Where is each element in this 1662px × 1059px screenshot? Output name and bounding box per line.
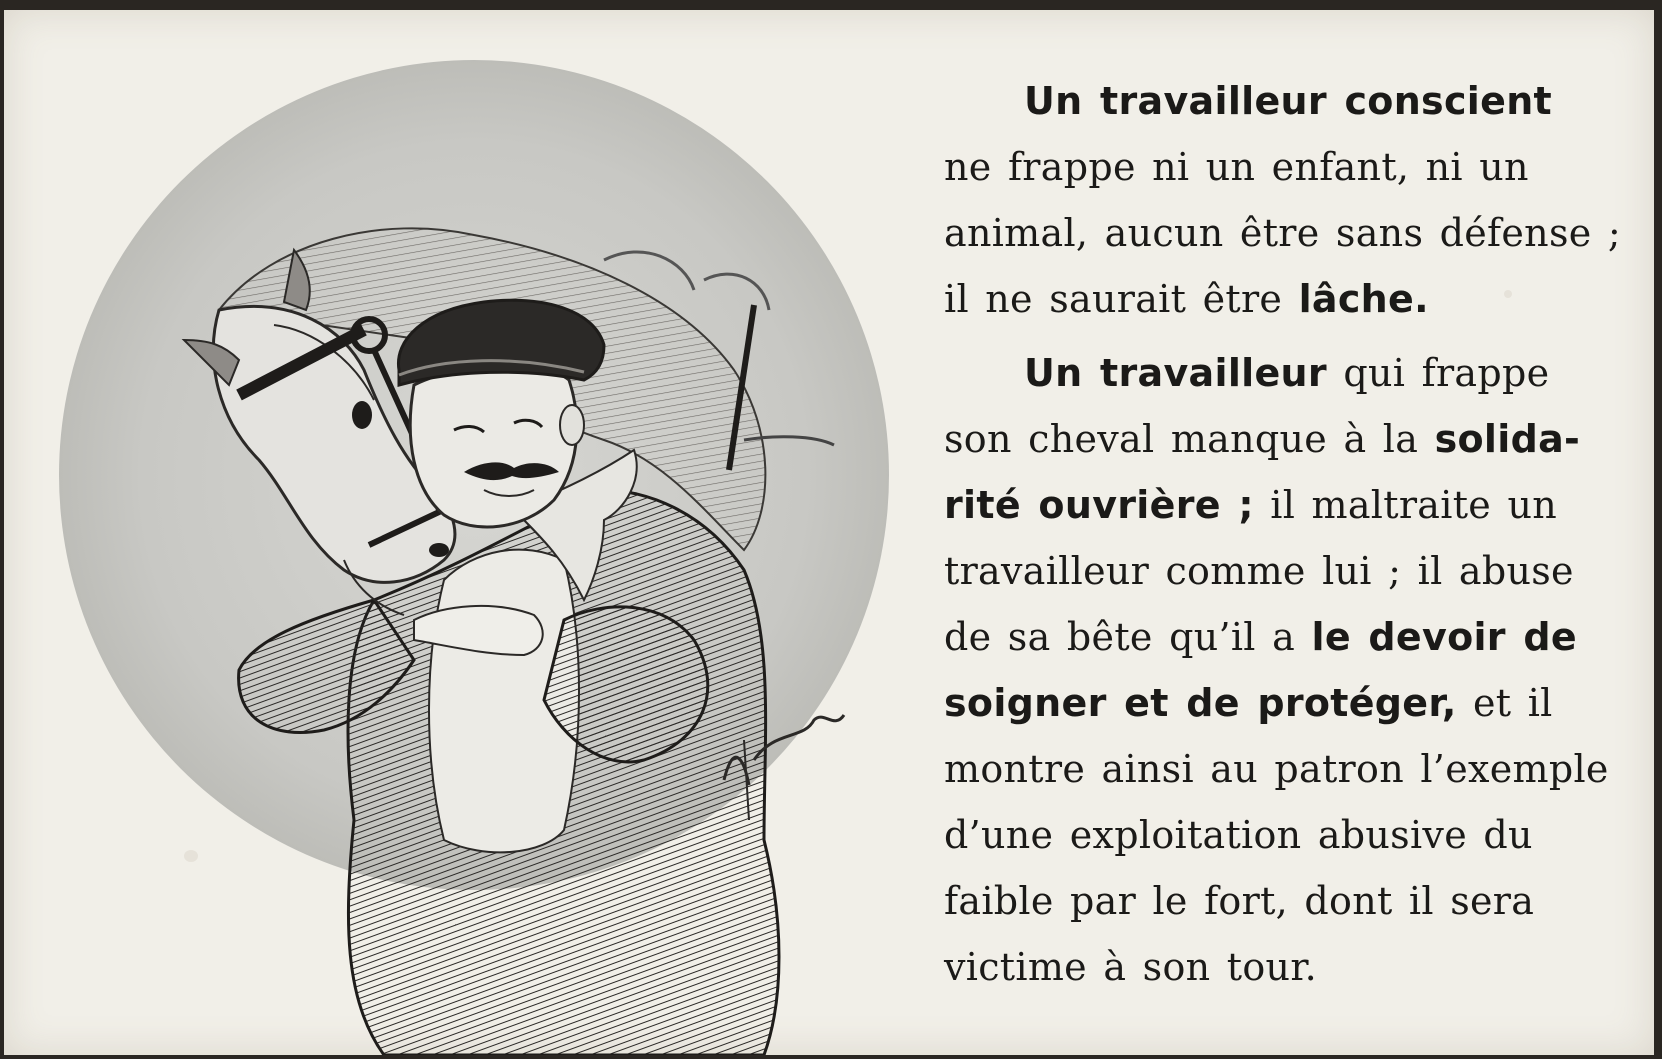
text-line: travailleur comme lui ; il abuse	[944, 549, 1574, 593]
text-fragment: qui frappe	[1343, 351, 1550, 395]
text-line	[944, 670, 1594, 736]
bold-fragment: rité ouvrière ;	[944, 483, 1254, 527]
text-fragment: de sa bête qu’il a	[944, 615, 1296, 659]
text-line: d’une exploitation abusive du	[944, 813, 1533, 857]
text-line	[944, 604, 1594, 670]
text-line	[944, 68, 1594, 134]
text-line	[944, 406, 1594, 472]
text-line: faible par le fort, dont il sera	[944, 879, 1535, 923]
postcard	[4, 10, 1654, 1055]
paragraph-1-lead: Un travailleur conscient	[1024, 79, 1553, 123]
text-fragment: et il	[1472, 681, 1553, 725]
text-line: ne frappe ni un enfant, ni un	[944, 145, 1529, 189]
text-block	[944, 68, 1622, 1008]
man-face	[410, 366, 576, 527]
illustration-worker-and-horse	[44, 40, 904, 1055]
text-fragment: il maltraite un	[1270, 483, 1557, 527]
bold-fragment: solida-	[1434, 417, 1581, 461]
text-line: animal, aucun être sans défense ;	[944, 211, 1622, 255]
illustration-svg	[44, 40, 904, 1055]
bold-fragment: soigner et de protéger,	[944, 681, 1457, 725]
paragraph-1	[944, 68, 1622, 332]
bold-fragment: le devoir de	[1311, 615, 1577, 659]
paragraph-2-lead: Un travailleur	[1024, 351, 1327, 395]
paragraph-2	[944, 340, 1609, 1000]
text-fragment: il ne saurait être	[944, 277, 1283, 321]
text-fragment: son cheval manque à la	[944, 417, 1419, 461]
text-line	[944, 340, 1594, 406]
text-line: montre ainsi au patron l’exemple	[944, 747, 1609, 791]
text-line	[944, 472, 1594, 538]
horse-eye	[352, 401, 372, 429]
bold-fragment: lâche.	[1298, 277, 1429, 321]
text-line	[944, 266, 1594, 332]
text-line: victime à son tour.	[944, 945, 1317, 989]
